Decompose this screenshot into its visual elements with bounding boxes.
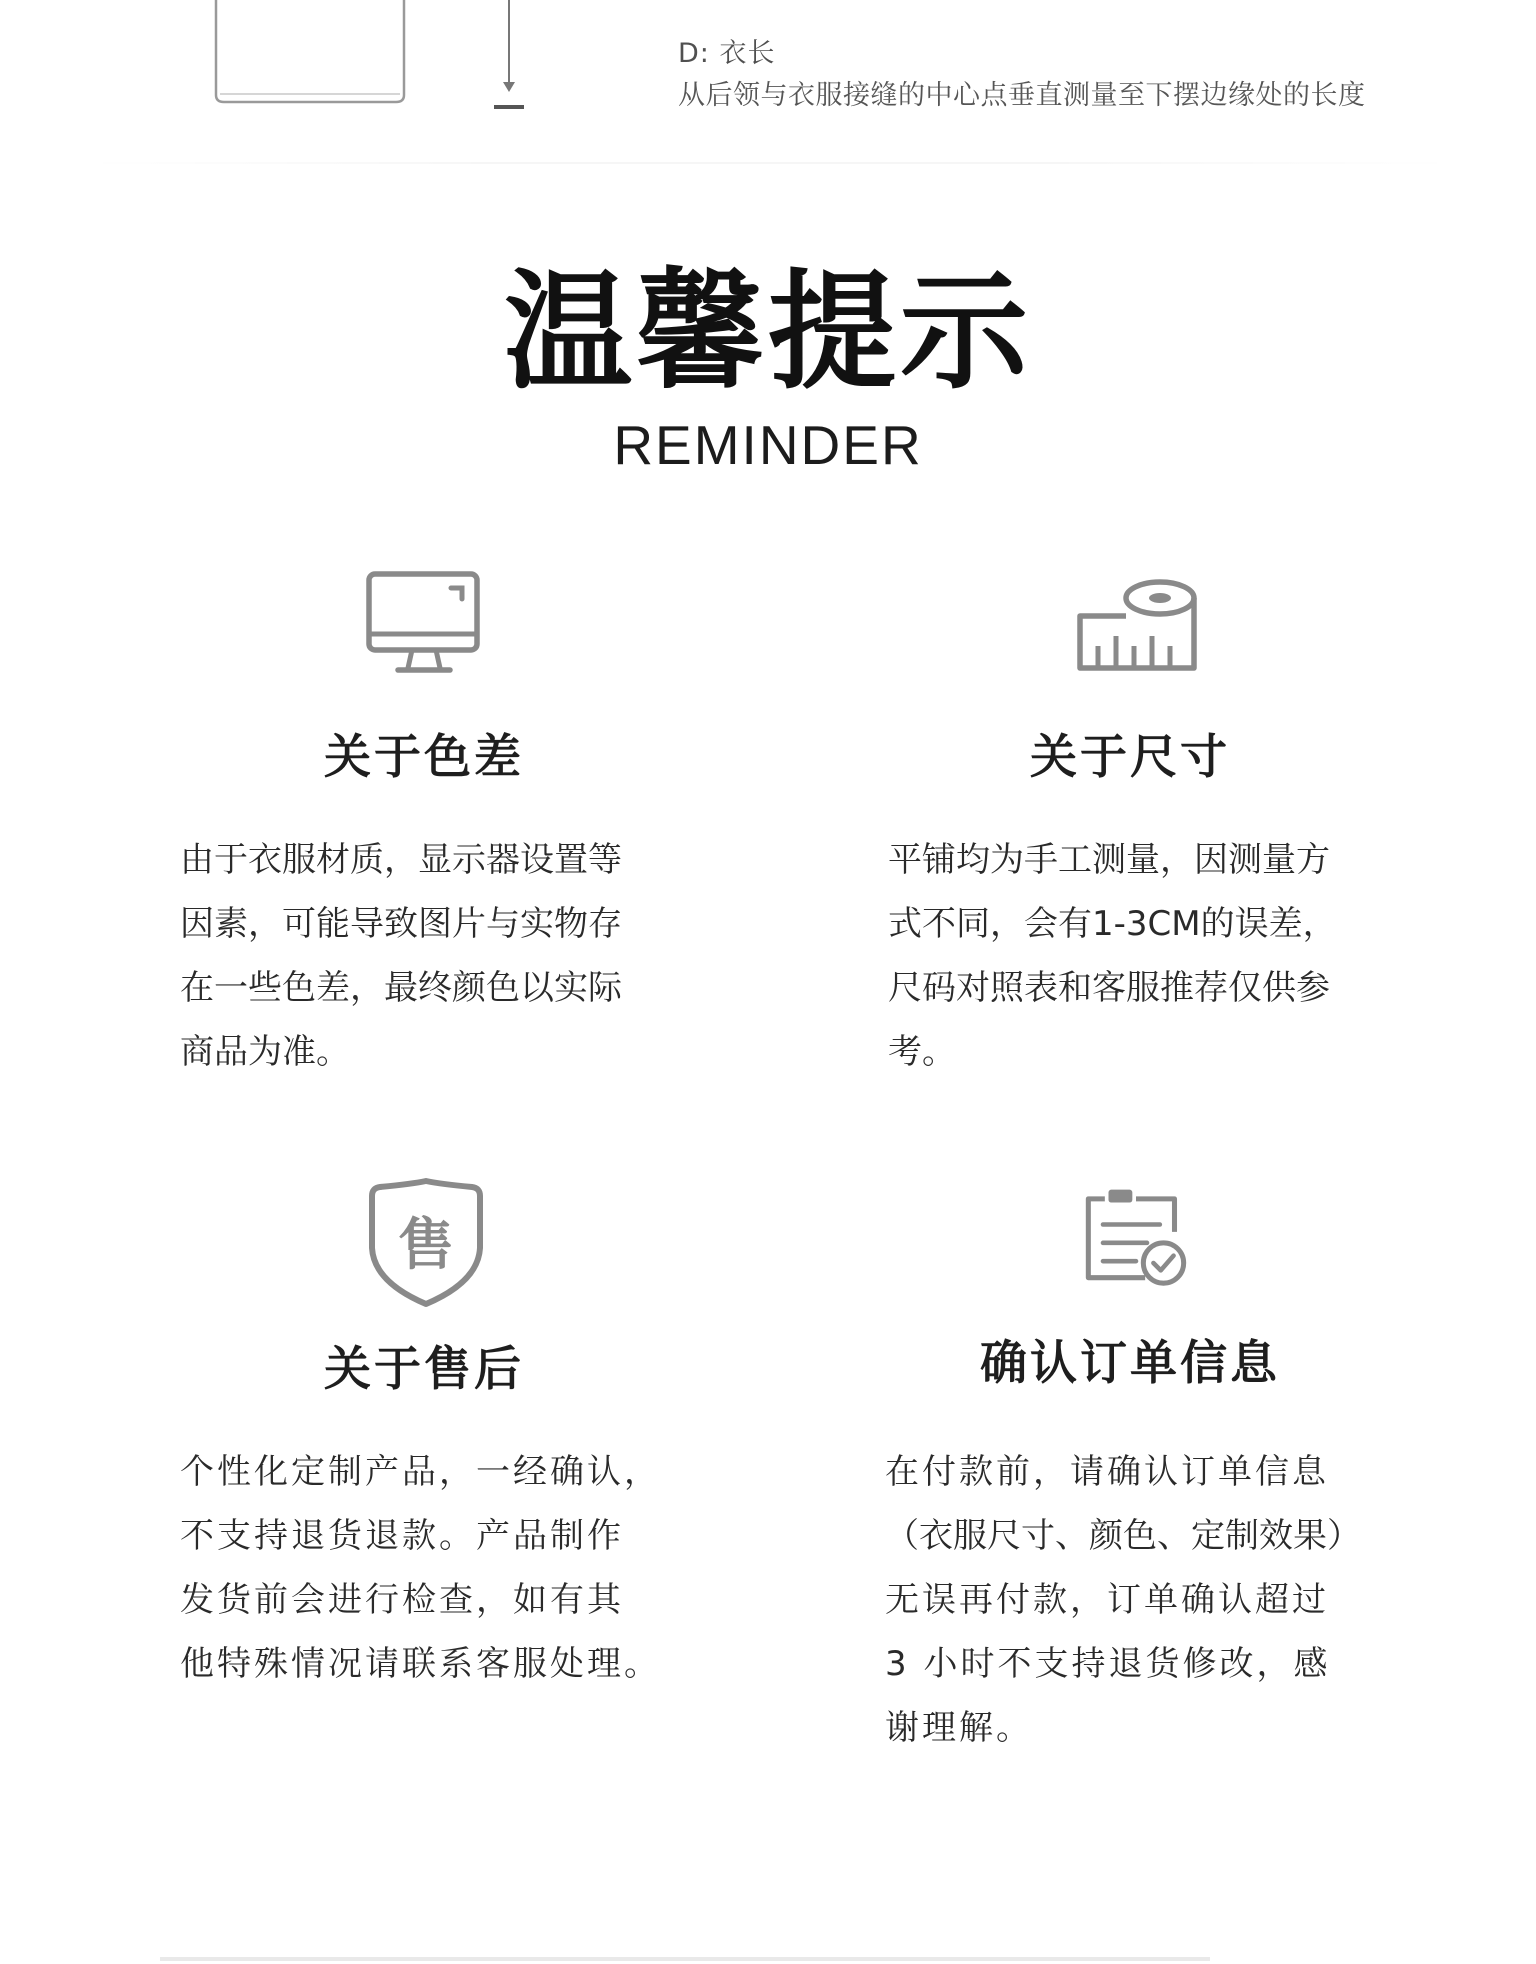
tip-heading: 关于尺寸 — [1030, 730, 1230, 785]
tip-line: 考。 — [888, 1032, 956, 1072]
tip-line: 商品为准。 — [180, 1032, 350, 1072]
measurement-caption — [678, 34, 1518, 118]
tip-body — [885, 1440, 1361, 1760]
measurement-description: 从后领与衣服接缝的中心点垂直测量至下摆边缘处的长度 — [678, 80, 1366, 111]
after-sales-glyph: 售 — [398, 1213, 454, 1278]
tip-heading: 关于售后 — [324, 1342, 524, 1397]
page-subtitle: REMINDER — [613, 414, 923, 476]
tip-line: 不支持退货退款。产品制作 — [180, 1516, 624, 1556]
measurement-code: D: 衣长 — [678, 38, 776, 69]
bottom-divider — [160, 1957, 1210, 1961]
monitor-icon — [364, 568, 484, 688]
tip-line: 在付款前，请确认订单信息 — [885, 1452, 1329, 1492]
tip-body — [180, 1440, 661, 1696]
tape-measure-icon — [1076, 576, 1200, 676]
tip-line: 谢理解。 — [885, 1708, 1033, 1748]
tip-line: 个性化定制产品，一经确认， — [180, 1452, 661, 1492]
tip-heading: 关于色差 — [324, 730, 524, 785]
tip-line: 由于衣服材质，显示器设置等 — [180, 840, 622, 880]
tip-body — [888, 828, 1337, 1084]
tip-body — [180, 828, 622, 1084]
tip-line: （衣服尺寸、颜色、定制效果） — [885, 1516, 1361, 1556]
checklist-icon — [1076, 1186, 1196, 1296]
tip-line: 3 小时不支持退货修改，感 — [885, 1644, 1331, 1684]
tip-line: 尺码对照表和客服推荐仅供参 — [888, 968, 1330, 1008]
tip-line: 他特殊情况请联系客服处理。 — [180, 1644, 661, 1684]
tip-line: 发货前会进行检查，如有其 — [180, 1580, 624, 1620]
tip-line: 式不同，会有1-3CM的误差， — [888, 904, 1337, 944]
tip-heading: 确认订单信息 — [980, 1336, 1280, 1391]
garment-length-diagram — [200, 0, 540, 125]
tip-line: 因素，可能导致图片与实物存 — [180, 904, 622, 944]
page-title: 温馨提示 — [503, 258, 1032, 407]
tip-line: 在一些色差，最终颜色以实际 — [180, 968, 622, 1008]
section-divider — [80, 162, 1460, 164]
after-sales-shield-icon — [366, 1178, 486, 1308]
tip-line: 平铺均为手工测量，因测量方 — [888, 840, 1330, 880]
tip-line: 无误再付款，订单确认超过 — [885, 1580, 1329, 1620]
